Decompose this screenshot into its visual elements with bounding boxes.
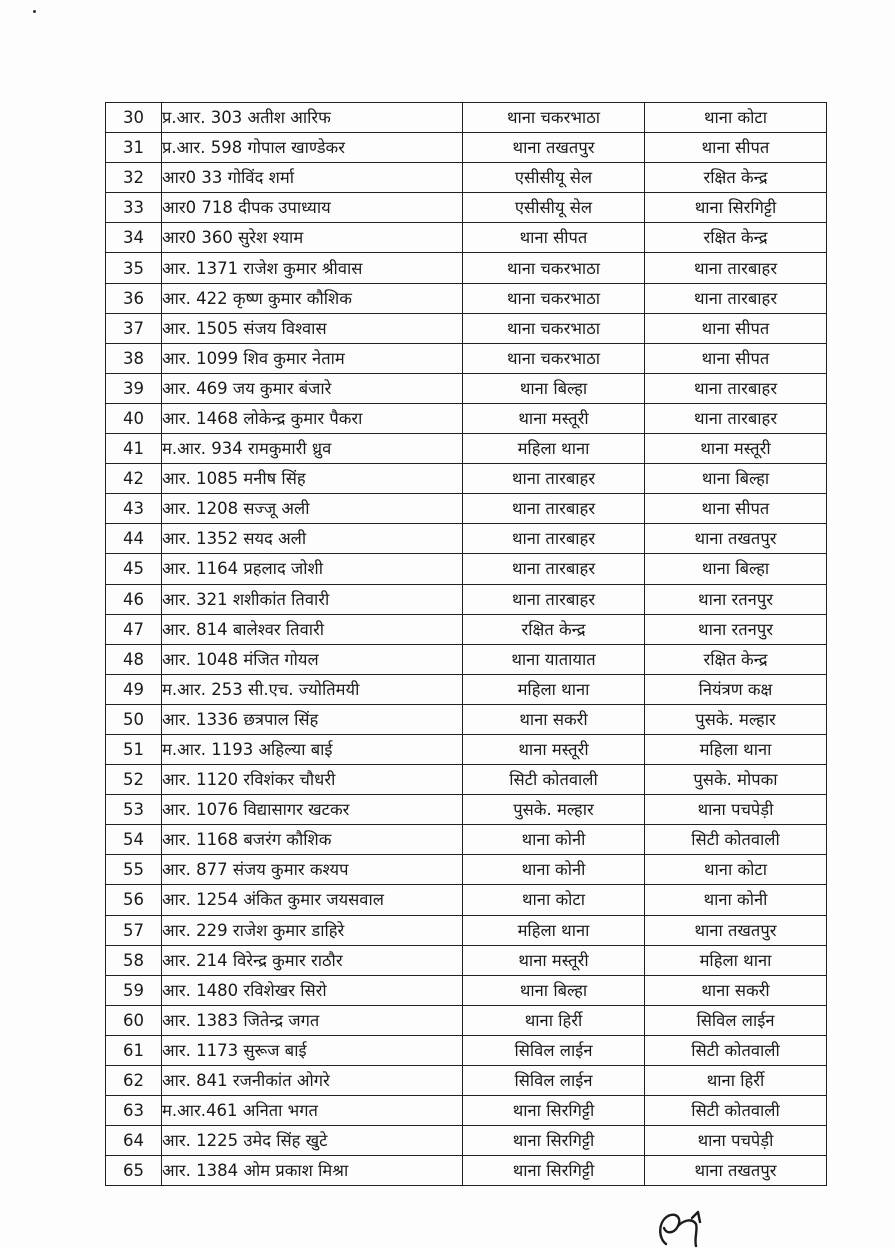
row-number-cell: 42 <box>106 464 162 494</box>
from-station-cell: थाना कोनी <box>463 855 645 885</box>
employee-name-cell: आर. 1085 मनीष सिंह <box>162 464 463 494</box>
table-row <box>106 704 827 734</box>
to-station-cell: सिटी कोतवाली <box>645 825 827 855</box>
from-station-cell: थाना कोटा <box>463 885 645 915</box>
table-row <box>106 223 827 253</box>
employee-name-cell: प्र.आर. 303 अतीश आरिफ <box>162 103 463 133</box>
table-row <box>106 434 827 464</box>
row-number-cell: 49 <box>106 674 162 704</box>
from-station-cell: महिला थाना <box>463 915 645 945</box>
to-station-cell: पुसके. मल्हार <box>645 704 827 734</box>
row-number-cell: 41 <box>106 434 162 464</box>
to-station-cell: थाना तारबाहर <box>645 373 827 403</box>
to-station-cell: थाना तखतपुर <box>645 915 827 945</box>
from-station-cell: थाना तारबाहर <box>463 464 645 494</box>
row-number-cell: 62 <box>106 1066 162 1096</box>
employee-name-cell: आर. 1173 सुरूज बाई <box>162 1035 463 1065</box>
signature-mark <box>652 1208 712 1248</box>
row-number-cell: 51 <box>106 734 162 764</box>
table-row <box>106 253 827 283</box>
from-station-cell: थाना तखतपुर <box>463 133 645 163</box>
from-station-cell: एसीसीयू सेल <box>463 163 645 193</box>
from-station-cell: थाना सकरी <box>463 704 645 734</box>
table-row <box>106 644 827 674</box>
row-number-cell: 50 <box>106 704 162 734</box>
table-row <box>106 1156 827 1186</box>
row-number-cell: 57 <box>106 915 162 945</box>
table-row <box>106 403 827 433</box>
to-station-cell: थाना सीपत <box>645 133 827 163</box>
row-number-cell: 54 <box>106 825 162 855</box>
from-station-cell: थाना तारबाहर <box>463 584 645 614</box>
to-station-cell: थाना तारबाहर <box>645 253 827 283</box>
row-number-cell: 46 <box>106 584 162 614</box>
row-number-cell: 56 <box>106 885 162 915</box>
from-station-cell: महिला थाना <box>463 434 645 464</box>
from-station-cell: सिटी कोतवाली <box>463 765 645 795</box>
from-station-cell: थाना चकरभाठा <box>463 283 645 313</box>
row-number-cell: 47 <box>106 614 162 644</box>
to-station-cell: थाना मस्तूरी <box>645 434 827 464</box>
from-station-cell: थाना चकरभाठा <box>463 313 645 343</box>
row-number-cell: 38 <box>106 343 162 373</box>
table-row <box>106 614 827 644</box>
transfer-table-body <box>106 103 827 1186</box>
row-number-cell: 64 <box>106 1126 162 1156</box>
employee-name-cell: आर. 1099 शिव कुमार नेताम <box>162 343 463 373</box>
to-station-cell: सिटी कोतवाली <box>645 1035 827 1065</box>
from-station-cell: एसीसीयू सेल <box>463 193 645 223</box>
transfer-table <box>105 102 827 1186</box>
to-station-cell: थाना सीपत <box>645 313 827 343</box>
table-row <box>106 674 827 704</box>
employee-name-cell: आर. 422 कृष्ण कुमार कौशिक <box>162 283 463 313</box>
from-station-cell: थाना चकरभाठा <box>463 103 645 133</box>
to-station-cell: महिला थाना <box>645 734 827 764</box>
to-station-cell: रक्षित केन्द्र <box>645 644 827 674</box>
to-station-cell: थाना सीपत <box>645 343 827 373</box>
row-number-cell: 44 <box>106 524 162 554</box>
table-row <box>106 494 827 524</box>
employee-name-cell: आर. 1336 छत्रपाल सिंह <box>162 704 463 734</box>
table-row <box>106 1005 827 1035</box>
from-station-cell: थाना चकरभाठा <box>463 253 645 283</box>
row-number-cell: 48 <box>106 644 162 674</box>
to-station-cell: थाना कोटा <box>645 855 827 885</box>
from-station-cell: थाना बिल्हा <box>463 373 645 403</box>
row-number-cell: 40 <box>106 403 162 433</box>
from-station-cell: थाना तारबाहर <box>463 554 645 584</box>
table-row <box>106 1096 827 1126</box>
table-row <box>106 163 827 193</box>
table-row <box>106 855 827 885</box>
employee-name-cell: आर. 1254 अंकित कुमार जयसवाल <box>162 885 463 915</box>
row-number-cell: 32 <box>106 163 162 193</box>
from-station-cell: सिविल लाईन <box>463 1066 645 1096</box>
scan-speck <box>33 10 36 13</box>
to-station-cell: थाना तारबाहर <box>645 403 827 433</box>
table-row <box>106 313 827 343</box>
employee-name-cell: आर. 814 बालेश्वर तिवारी <box>162 614 463 644</box>
employee-name-cell: प्र.आर. 598 गोपाल खाण्डेकर <box>162 133 463 163</box>
row-number-cell: 33 <box>106 193 162 223</box>
row-number-cell: 63 <box>106 1096 162 1126</box>
to-station-cell: थाना तखतपुर <box>645 1156 827 1186</box>
to-station-cell: रक्षित केन्द्र <box>645 163 827 193</box>
to-station-cell: सिविल लाईन <box>645 1005 827 1035</box>
table-row <box>106 795 827 825</box>
row-number-cell: 35 <box>106 253 162 283</box>
row-number-cell: 65 <box>106 1156 162 1186</box>
employee-name-cell: आर. 1480 रविशेखर सिरो <box>162 975 463 1005</box>
employee-name-cell: आर. 841 रजनीकांत ओगरे <box>162 1066 463 1096</box>
employee-name-cell: आर. 1208 सज्जू अली <box>162 494 463 524</box>
row-number-cell: 30 <box>106 103 162 133</box>
row-number-cell: 37 <box>106 313 162 343</box>
from-station-cell: थाना सिरगिट्टी <box>463 1126 645 1156</box>
employee-name-cell: आर. 469 जय कुमार बंजारे <box>162 373 463 403</box>
from-station-cell: थाना तारबाहर <box>463 524 645 554</box>
row-number-cell: 59 <box>106 975 162 1005</box>
employee-name-cell: आर. 1164 प्रहलाद जोशी <box>162 554 463 584</box>
table-row <box>106 193 827 223</box>
employee-name-cell: आर. 214 विरेन्द्र कुमार राठौर <box>162 945 463 975</box>
from-station-cell: थाना मस्तूरी <box>463 403 645 433</box>
employee-name-cell: आर. 1225 उमेद सिंह खुटे <box>162 1126 463 1156</box>
to-station-cell: थाना तारबाहर <box>645 283 827 313</box>
employee-name-cell: आर. 1468 लोकेन्द्र कुमार पैकरा <box>162 403 463 433</box>
to-station-cell: थाना बिल्हा <box>645 554 827 584</box>
from-station-cell: थाना कोनी <box>463 825 645 855</box>
row-number-cell: 36 <box>106 283 162 313</box>
employee-name-cell: आर. 1505 संजय विश्वास <box>162 313 463 343</box>
table-row <box>106 464 827 494</box>
to-station-cell: थाना हिर्री <box>645 1066 827 1096</box>
to-station-cell: नियंत्रण कक्ष <box>645 674 827 704</box>
table-row <box>106 554 827 584</box>
to-station-cell: रक्षित केन्द्र <box>645 223 827 253</box>
to-station-cell: थाना कोनी <box>645 885 827 915</box>
to-station-cell: थाना सकरी <box>645 975 827 1005</box>
employee-name-cell: आर0 33 गोविंद शर्मा <box>162 163 463 193</box>
employee-name-cell: आर. 321 शशीकांत तिवारी <box>162 584 463 614</box>
to-station-cell: थाना सिरगिट्टी <box>645 193 827 223</box>
employee-name-cell: आर. 1384 ओम प्रकाश मिश्रा <box>162 1156 463 1186</box>
to-station-cell: पुसके. मोपका <box>645 765 827 795</box>
from-station-cell: थाना मस्तूरी <box>463 945 645 975</box>
table-row <box>106 103 827 133</box>
table-row <box>106 765 827 795</box>
from-station-cell: थाना हिर्री <box>463 1005 645 1035</box>
table-row <box>106 133 827 163</box>
to-station-cell: सिटी कोतवाली <box>645 1096 827 1126</box>
employee-name-cell: आर. 229 राजेश कुमार डाहिरे <box>162 915 463 945</box>
row-number-cell: 34 <box>106 223 162 253</box>
employee-name-cell: आर. 1076 विद्यासागर खटकर <box>162 795 463 825</box>
employee-name-cell: म.आर. 1193 अहिल्या बाई <box>162 734 463 764</box>
row-number-cell: 52 <box>106 765 162 795</box>
table-row <box>106 524 827 554</box>
row-number-cell: 45 <box>106 554 162 584</box>
table-row <box>106 915 827 945</box>
from-station-cell: महिला थाना <box>463 674 645 704</box>
row-number-cell: 39 <box>106 373 162 403</box>
row-number-cell: 61 <box>106 1035 162 1065</box>
to-station-cell: थाना बिल्हा <box>645 464 827 494</box>
table-row <box>106 734 827 764</box>
table-row <box>106 1126 827 1156</box>
from-station-cell: थाना सिरगिट्टी <box>463 1156 645 1186</box>
to-station-cell: थाना सीपत <box>645 494 827 524</box>
row-number-cell: 43 <box>106 494 162 524</box>
from-station-cell: पुसके. मल्हार <box>463 795 645 825</box>
employee-name-cell: आर. 1371 राजेश कुमार श्रीवास <box>162 253 463 283</box>
table-row <box>106 885 827 915</box>
table-row <box>106 1066 827 1096</box>
to-station-cell: थाना तखतपुर <box>645 524 827 554</box>
table-row <box>106 584 827 614</box>
to-station-cell: थाना रतनपुर <box>645 584 827 614</box>
employee-name-cell: म.आर. 934 रामकुमारी ध्रुव <box>162 434 463 464</box>
to-station-cell: थाना रतनपुर <box>645 614 827 644</box>
table-row <box>106 825 827 855</box>
from-station-cell: थाना बिल्हा <box>463 975 645 1005</box>
employee-name-cell: आर0 718 दीपक उपाध्याय <box>162 193 463 223</box>
from-station-cell: रक्षित केन्द्र <box>463 614 645 644</box>
table-row <box>106 1035 827 1065</box>
to-station-cell: थाना कोटा <box>645 103 827 133</box>
employee-name-cell: आर. 1352 सयद अली <box>162 524 463 554</box>
to-station-cell: थाना पचपेड़ी <box>645 1126 827 1156</box>
employee-name-cell: म.आर. 253 सी.एच. ज्योतिमयी <box>162 674 463 704</box>
employee-name-cell: आर. 1168 बजरंग कौशिक <box>162 825 463 855</box>
table-row <box>106 283 827 313</box>
from-station-cell: थाना सिरगिट्टी <box>463 1096 645 1126</box>
from-station-cell: थाना यातायात <box>463 644 645 674</box>
from-station-cell: थाना सीपत <box>463 223 645 253</box>
employee-name-cell: आर0 360 सुरेश श्याम <box>162 223 463 253</box>
row-number-cell: 31 <box>106 133 162 163</box>
employee-name-cell: आर. 1048 मंजित गोयल <box>162 644 463 674</box>
table-row <box>106 975 827 1005</box>
table-row <box>106 373 827 403</box>
table-row <box>106 945 827 975</box>
employee-name-cell: आर. 1383 जितेन्द्र जगत <box>162 1005 463 1035</box>
table-row <box>106 343 827 373</box>
row-number-cell: 58 <box>106 945 162 975</box>
from-station-cell: सिविल लाईन <box>463 1035 645 1065</box>
employee-name-cell: म.आर.461 अनिता भगत <box>162 1096 463 1126</box>
from-station-cell: थाना मस्तूरी <box>463 734 645 764</box>
to-station-cell: थाना पचपेड़ी <box>645 795 827 825</box>
from-station-cell: थाना तारबाहर <box>463 494 645 524</box>
from-station-cell: थाना चकरभाठा <box>463 343 645 373</box>
row-number-cell: 53 <box>106 795 162 825</box>
row-number-cell: 60 <box>106 1005 162 1035</box>
row-number-cell: 55 <box>106 855 162 885</box>
employee-name-cell: आर. 877 संजय कुमार कश्यप <box>162 855 463 885</box>
to-station-cell: महिला थाना <box>645 945 827 975</box>
employee-name-cell: आर. 1120 रविशंकर चौधरी <box>162 765 463 795</box>
